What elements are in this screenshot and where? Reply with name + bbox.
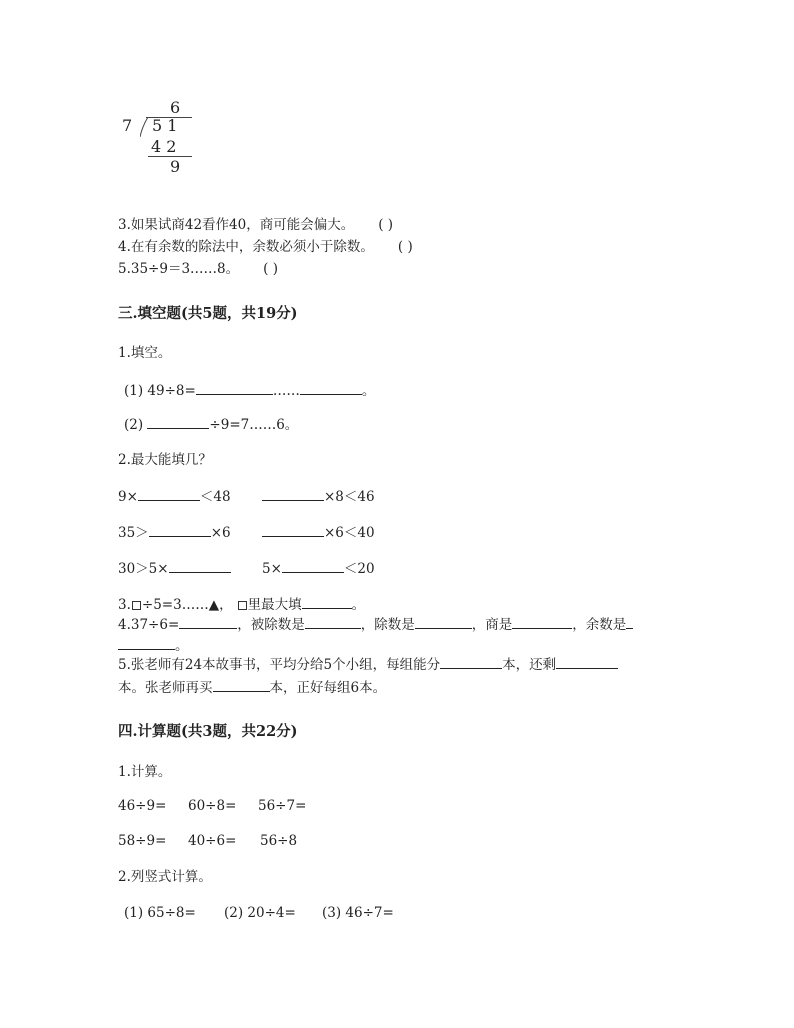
division-dividend: 5 1 xyxy=(152,116,178,135)
answer-blank[interactable] xyxy=(196,381,273,395)
answer-blank[interactable] xyxy=(118,636,175,650)
section-4-title: 四.计算题(共3题，共22分) xyxy=(118,723,298,740)
answer-blank[interactable] xyxy=(626,615,633,629)
calc-q1-row2-item1: 58÷9= xyxy=(118,833,167,849)
fill-q1-part1: (1) 49÷8= …… 。 xyxy=(124,383,376,399)
fill-q4-continued: 。 xyxy=(118,636,189,655)
answer-paren[interactable]: ( ) xyxy=(397,239,413,255)
answer-blank[interactable] xyxy=(169,559,231,573)
division-remainder: 9 xyxy=(170,157,181,176)
fill-q1-title: 1.填空。 xyxy=(118,345,172,361)
fill-q5-continued: 本。张老师再买 本，正好每组6本。 xyxy=(118,680,387,696)
division-product: 4 2 xyxy=(151,137,177,156)
fill-q2-r2a: 35＞ ×6 xyxy=(118,525,231,541)
answer-blank[interactable] xyxy=(138,487,200,501)
answer-blank[interactable] xyxy=(149,523,211,537)
division-bracket xyxy=(140,117,150,137)
answer-blank[interactable] xyxy=(512,615,572,629)
division-divisor: 7 xyxy=(122,116,133,135)
calc-q1-row1-item3: 56÷7= xyxy=(258,798,307,814)
answer-blank[interactable] xyxy=(179,615,237,629)
answer-blank[interactable] xyxy=(262,487,324,501)
judge-item-5: 5.35÷9＝3……8。 ( ) xyxy=(118,261,278,277)
square-placeholder-icon xyxy=(238,601,247,610)
judge-item-4: 4.在有余数的除法中，余数必须小于除数。 ( ) xyxy=(118,239,413,255)
square-placeholder-icon xyxy=(132,601,141,610)
fill-q2-r3a: 30＞5× xyxy=(118,559,231,578)
judge-item-3: 3.如果试商42看作40，商可能会偏大。 ( ) xyxy=(118,217,394,233)
answer-blank[interactable] xyxy=(440,655,502,669)
fill-q1-part2: (2) ÷9=7……6。 xyxy=(124,417,299,433)
calc-q1-row1-item1: 46÷9= xyxy=(118,798,167,814)
fill-q3: 3. ÷5=3……▲， 里最大填 。 xyxy=(118,597,366,613)
answer-blank[interactable] xyxy=(415,615,472,629)
answer-blank[interactable] xyxy=(147,415,209,429)
calc-q1-row2-item3: 56÷8 xyxy=(260,833,298,849)
answer-blank[interactable] xyxy=(302,595,352,609)
calc-q2-item3: (3) 46÷7= xyxy=(322,905,394,921)
calc-q1-row1-item2: 60÷8= xyxy=(188,798,237,814)
long-division-diagram xyxy=(118,96,198,176)
fill-q2-r2b: ×6＜40 xyxy=(262,523,375,542)
calc-q2-item2: (2) 20÷4= xyxy=(224,905,296,921)
calc-q2-item1: (1) 65÷8= xyxy=(124,905,196,921)
answer-blank[interactable] xyxy=(262,523,324,537)
answer-blank[interactable] xyxy=(305,615,361,629)
fill-q4: 4.37÷6= ，被除数是 ，除数是 ，商是 ，余数是 xyxy=(118,615,633,634)
calc-q1-title: 1.计算。 xyxy=(118,764,172,780)
answer-blank[interactable] xyxy=(300,381,362,395)
answer-blank[interactable] xyxy=(556,655,618,669)
calc-q2-title: 2.列竖式计算。 xyxy=(118,869,212,885)
answer-blank[interactable] xyxy=(213,678,270,692)
fill-q2-r3b: 5× ＜20 xyxy=(262,561,375,577)
answer-paren[interactable]: ( ) xyxy=(263,261,278,277)
fill-q2-r1a: 9× ＜48 xyxy=(118,489,231,505)
fill-q2-r1b: ×8＜46 xyxy=(262,487,375,506)
section-3-title: 三.填空题(共5题，共19分) xyxy=(118,305,298,322)
answer-paren[interactable]: ( ) xyxy=(378,217,394,233)
fill-q2-title: 2.最大能填几？ xyxy=(118,452,212,468)
fill-q5: 5.张老师有24本故事书，平均分给5个小组，每组能分 本，还剩 xyxy=(118,655,618,674)
division-quotient: 6 xyxy=(170,98,181,117)
calc-q1-row2-item2: 40÷6= xyxy=(188,833,237,849)
answer-blank[interactable] xyxy=(282,559,344,573)
